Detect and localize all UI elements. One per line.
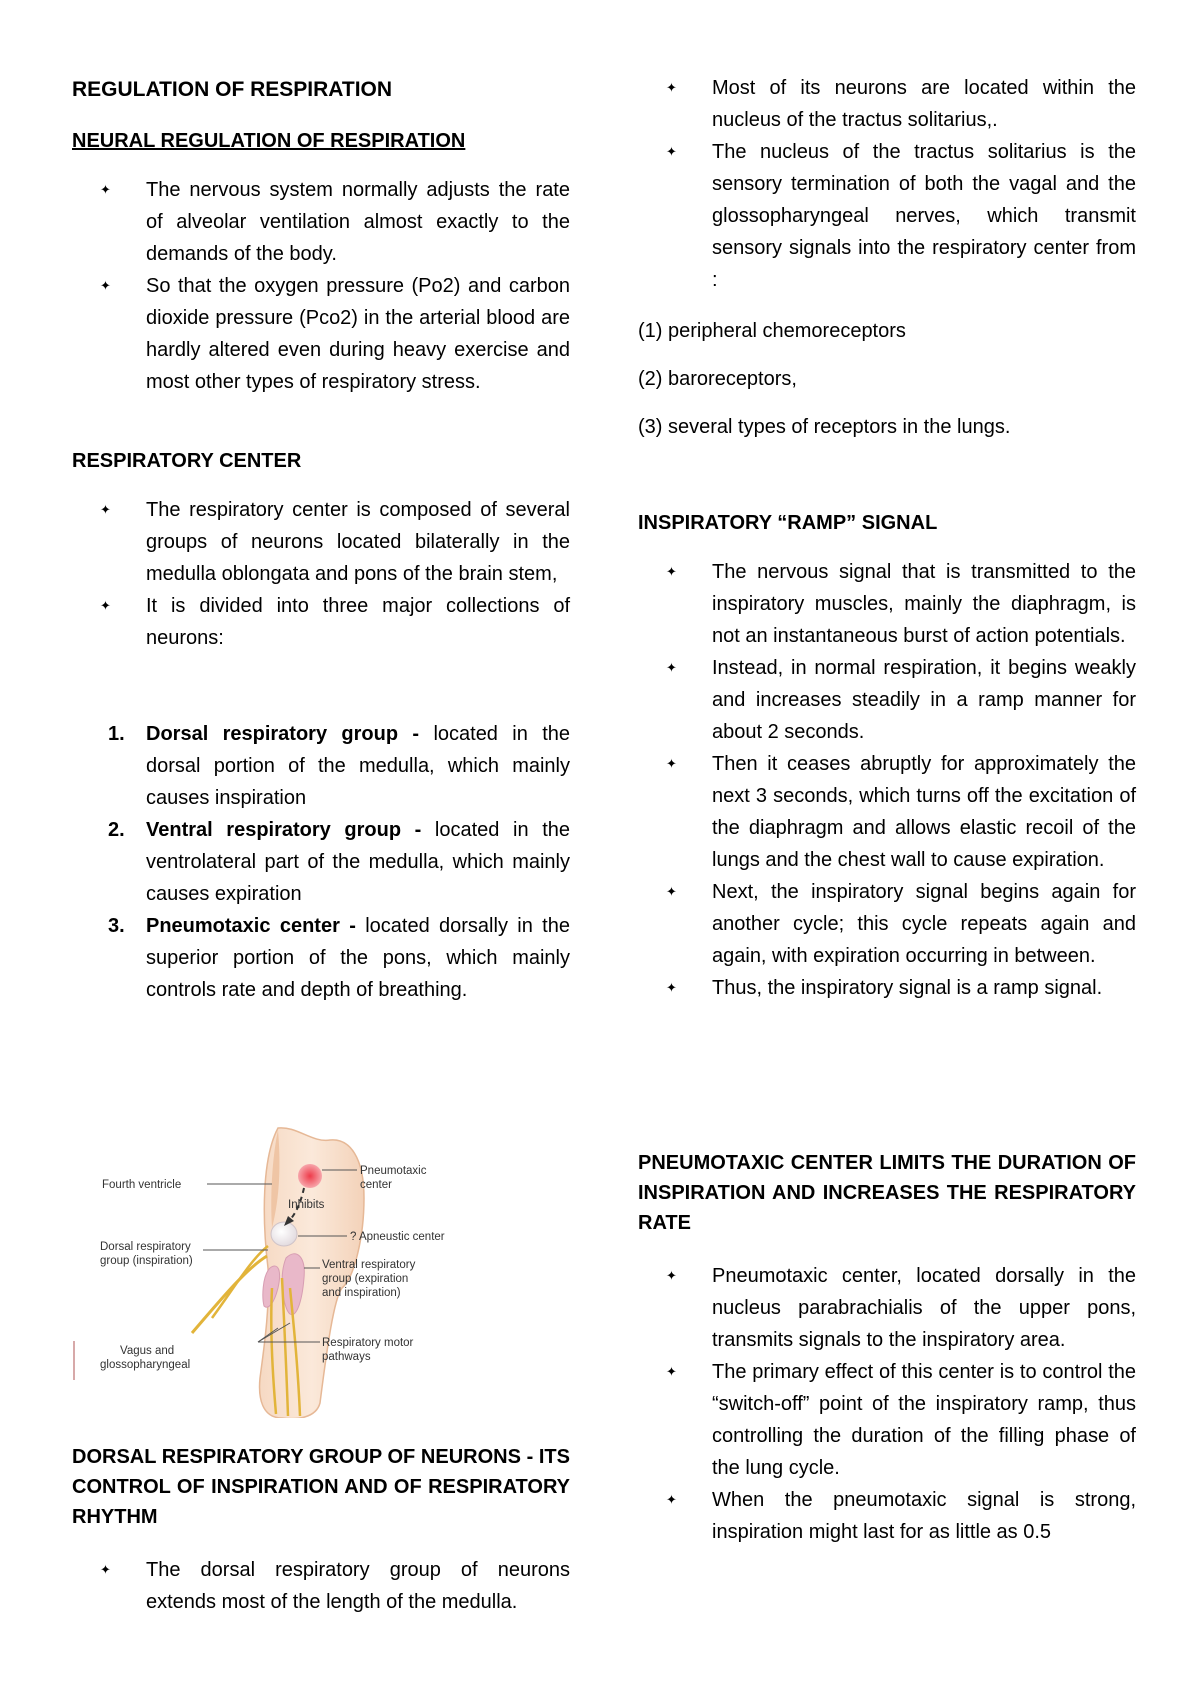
glossopharyngeal-nerve-line [212,1246,268,1318]
source-item: (1) peripheral chemoreceptors [638,320,906,342]
label-pneumotaxic: Pneumotaxic [360,1165,427,1177]
label-dorsal-1: Dorsal respiratory [100,1241,191,1253]
item-number: 1. [108,723,125,745]
dorsal-group-heading: DORSAL RESPIRATORY GROUP OF NEURONS - ITS CONTROL OF INSPIRATION AND OF RESPIRATORY RHYTHM [72,1446,570,1528]
list-item: ✦ Then it ceases abruptly for approximately the next 3 seconds, which turns off the excitation of the diaphragm and allows elastic recoil of the lungs and the chest wall to cause expiration. [638,748,1136,876]
pneumotaxic-center-shape [298,1164,322,1188]
list-item: ✦ The nucleus of the tractus solitarius is the sensory termination of both the vagal and the glossopharyngeal nerves, which transmit sensory signals into the respiratory center from : [638,136,1136,296]
label-dorsal-2: group (inspiration) [100,1255,193,1267]
source-item: (3) several types of receptors in the lungs. [638,416,1011,438]
item-number: 3. [108,915,125,937]
label-vagus-1: Vagus and [120,1345,175,1357]
group-description: located dorsally in the superior portion of the pons, which mainly controls rate and depth of breathing. [146,915,570,1001]
label-ventral-1: Ventral respiratory [322,1259,416,1271]
group-description: located in the ventrolateral part of the medulla, which mainly causes expiration [146,819,571,905]
label-fourth-ventricle: Fourth ventricle [102,1179,182,1191]
list-item: ✦ Next, the inspiratory signal begins again for another cycle; this cycle repeats again and again, with expiration occurring in between. [638,876,1136,972]
list-item: ✦ The nervous signal that is transmitted to the inspiratory muscles, mainly the diaphragm, is not an instantaneous burst of action potentials. [638,556,1136,652]
list-item: ✦ Instead, in normal respiration, it begins weakly and increases steadily in a ramp manner for about 2 seconds. [638,652,1136,748]
list-item: ✦ When the pneumotaxic signal is strong, inspiration might last for as little as 0.5 [638,1484,1136,1548]
ramp-signal-list [638,556,1136,1004]
dorsal-group-list [72,1554,570,1618]
group-description: located in the dorsal portion of the medulla, which mainly causes inspiration [146,723,571,809]
tractus-solitarius-list [638,72,1136,296]
source-item: (2) baroreceptors, [638,368,797,390]
list-item [72,910,570,1006]
list-item: ✦ Pneumotaxic center, located dorsally in the nucleus parabrachialis of the upper pons, transmits signals to the inspiratory area. [638,1260,1136,1356]
item-number: 2. [108,819,125,841]
label-inhibits: Inhibits [288,1199,325,1211]
group-name: Pneumotaxic center - [146,915,356,937]
neuron-groups-list [72,718,570,1006]
brainstem-diagram [72,1118,502,1418]
list-item: ✦ Most of its neurons are located within the nucleus of the tractus solitarius,. [638,72,1136,136]
label-apneustic: ? Apneustic center [350,1231,445,1243]
ramp-signal-heading: INSPIRATORY “RAMP” SIGNAL [638,512,938,534]
label-ventral-3: and inspiration) [322,1287,401,1299]
apneustic-center-shape [271,1222,297,1246]
label-vagus-2: glossopharyngeal [100,1359,191,1371]
label-motor-1: Respiratory motor [322,1337,414,1349]
list-item [72,814,570,910]
list-item: ✦ The primary effect of this center is to control the “switch-off” point of the inspiratory ramp, thus controlling the duration of the filling phase of the lung cycle. [638,1356,1136,1484]
neural-regulation-list [72,174,570,398]
label-motor-2: pathways [322,1351,371,1363]
group-name: Ventral respiratory group - [146,819,422,841]
page-title: REGULATION OF RESPIRATION [72,78,393,101]
pneumotaxic-list [638,1260,1136,1548]
list-item: ✦ Thus, the inspiratory signal is a ramp signal. [638,972,1136,1004]
neural-regulation-heading: NEURAL REGULATION OF RESPIRATION [72,130,466,152]
label-ventral-2: group (expiration [322,1273,409,1285]
group-name: Dorsal respiratory group - [146,723,420,745]
list-item: ✦ So that the oxygen pressure (Po2) and carbon dioxide pressure (Pco2) in the arterial blood are hardly altered even during heavy exercise and most other types of respiratory stress. [72,270,570,398]
respiratory-center-list [72,494,570,654]
label-pneumotaxic-center: center [360,1179,392,1191]
list-item: ✦ The respiratory center is composed of several groups of neurons located bilaterally in the medulla oblongata and pons of the brain stem, [72,494,570,590]
pneumotaxic-heading: PNEUMOTAXIC CENTER LIMITS THE DURATION OF INSPIRATION AND INCREASES THE RESPIRATORY RATE [638,1152,1136,1234]
list-item: ✦ The nervous system normally adjusts the rate of alveolar ventilation almost exactly to the demands of the body. [72,174,570,270]
list-item: ✦ It is divided into three major collections of neurons: [72,590,570,654]
list-item: ✦ The dorsal respiratory group of neurons extends most of the length of the medulla. [72,1554,570,1618]
respiratory-center-heading: RESPIRATORY CENTER [72,450,302,472]
list-item [72,718,570,814]
